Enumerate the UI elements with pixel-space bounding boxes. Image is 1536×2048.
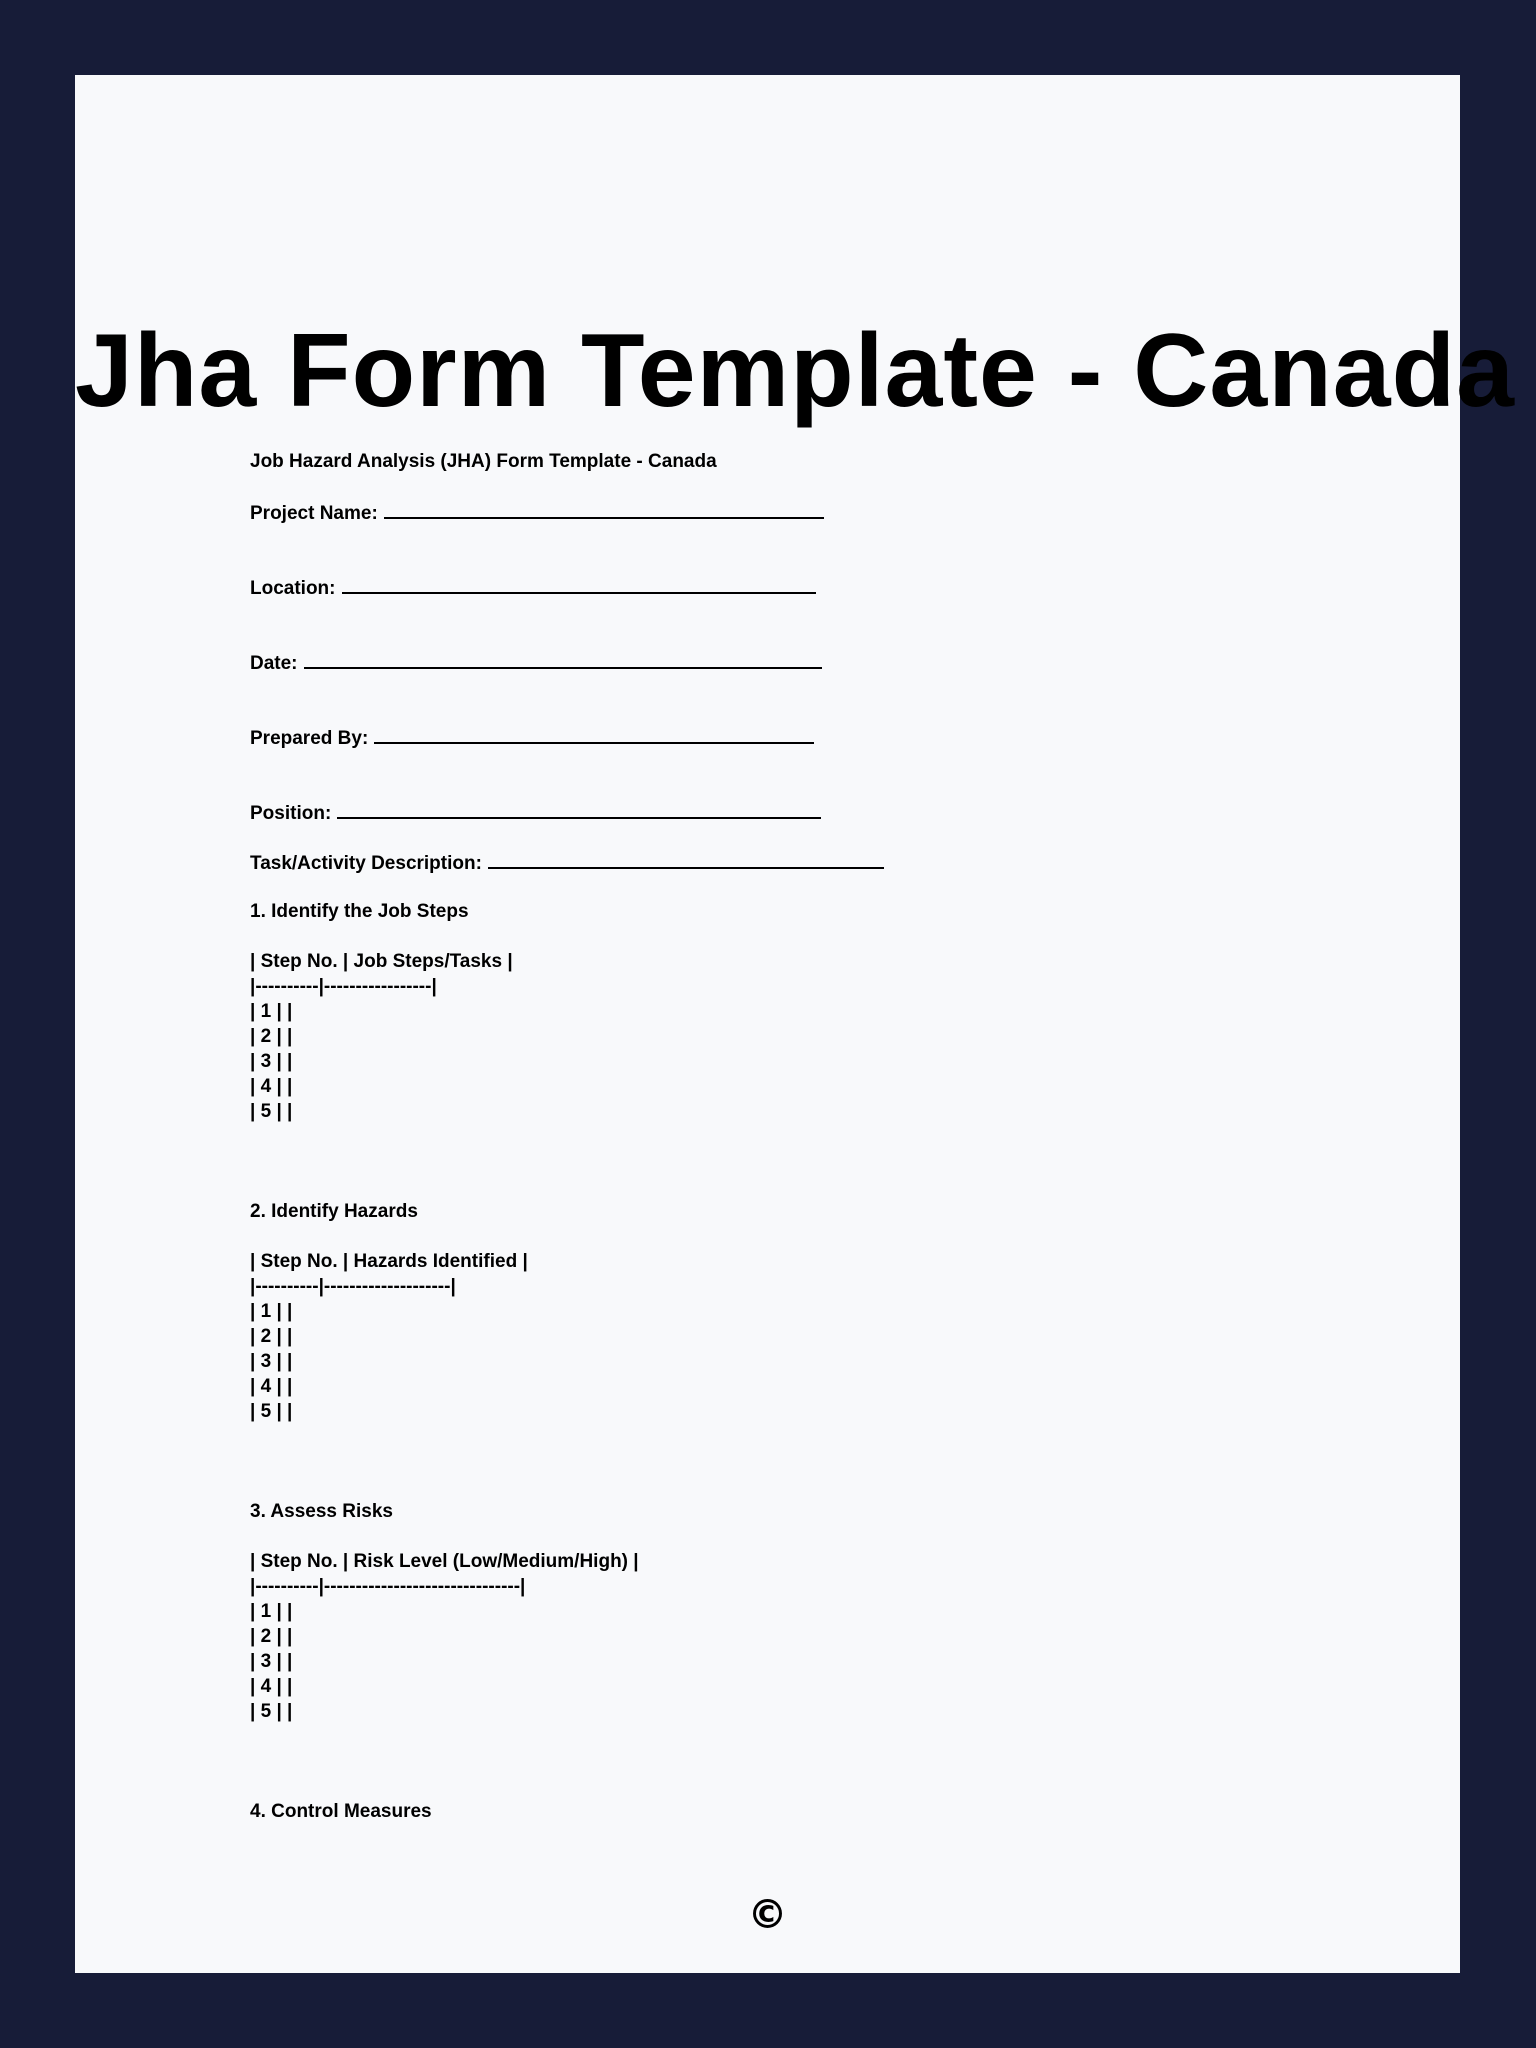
field-position — [250, 799, 821, 826]
table-header-row: | Step No. | Hazards Identified | — [250, 1251, 528, 1272]
table-row: | 3 | | — [250, 1051, 293, 1072]
table-row: | 1 | | — [250, 1601, 293, 1622]
field-label: Task/Activity Description: — [250, 853, 482, 874]
field-label: Project Name: — [250, 503, 378, 524]
blank-line — [304, 649, 822, 669]
table-row: | 1 | | — [250, 1301, 293, 1322]
table-row: | 4 | | — [250, 1076, 293, 1097]
table-row: | 5 | | — [250, 1401, 293, 1422]
table-header-row: | Step No. | Job Steps/Tasks | — [250, 951, 513, 972]
field-project-name — [250, 499, 824, 526]
table-row: | 4 | | — [250, 1676, 293, 1697]
field-label: Prepared By: — [250, 728, 369, 749]
blank-line — [342, 574, 816, 594]
section-title-hazards: 2. Identify Hazards — [250, 1201, 418, 1222]
table-row: | 5 | | — [250, 1701, 293, 1722]
document-title: Jha Form Template - Canada — [75, 313, 1515, 429]
table-row: | 2 | | — [250, 1626, 293, 1647]
table-header-row: | Step No. | Risk Level (Low/Medium/High) | — [250, 1551, 639, 1572]
field-label: Position: — [250, 803, 332, 824]
table-row: | 5 | | — [250, 1101, 293, 1122]
form-heading: Job Hazard Analysis (JHA) Form Template - Canada — [250, 451, 717, 472]
table-separator-row: |----------|-------------------------------| — [250, 1576, 526, 1597]
blank-line — [374, 724, 814, 744]
table-row: | 4 | | — [250, 1376, 293, 1397]
field-task-description — [250, 849, 884, 876]
field-date — [250, 649, 822, 676]
table-row: | 1 | | — [250, 1001, 293, 1022]
document-page — [75, 75, 1515, 1973]
section-title-assess-risks: 3. Assess Risks — [250, 1501, 393, 1522]
table-row: | 3 | | — [250, 1351, 293, 1372]
section-title-job-steps: 1. Identify the Job Steps — [250, 901, 469, 922]
table-row: | 2 | | — [250, 1326, 293, 1347]
field-label: Date: — [250, 653, 298, 674]
table-separator-row: |----------|--------------------| — [250, 1276, 456, 1297]
field-prepared-by — [250, 724, 814, 751]
copyright-icon: © — [747, 1892, 788, 1938]
blank-line — [337, 799, 821, 819]
blank-line — [384, 499, 824, 519]
table-separator-row: |----------|-----------------| — [250, 976, 437, 997]
section-title-control-measures: 4. Control Measures — [250, 1801, 432, 1822]
field-label: Location: — [250, 578, 336, 599]
field-location — [250, 574, 816, 601]
table-row: | 2 | | — [250, 1026, 293, 1047]
table-row: | 3 | | — [250, 1651, 293, 1672]
blank-line — [488, 849, 884, 869]
